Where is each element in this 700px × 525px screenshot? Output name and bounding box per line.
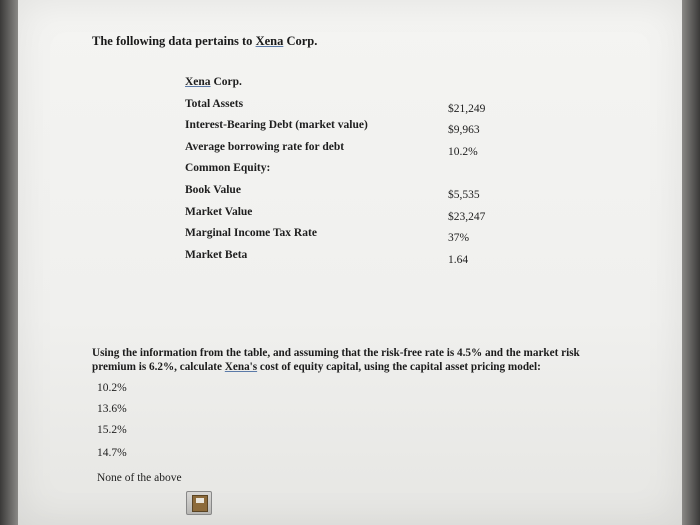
table-row — [185, 184, 505, 206]
table-title-company: Xena — [185, 76, 211, 88]
row-label: Total Assets — [185, 97, 244, 110]
table-title-row — [185, 76, 505, 98]
table-row — [185, 227, 505, 249]
table-row — [185, 141, 505, 163]
answer-option-1[interactable]: 10.2% — [97, 382, 127, 394]
table-title-suffix: Corp. — [210, 76, 242, 88]
answer-option-2[interactable]: 13.6% — [97, 403, 127, 415]
row-value: 10.2% — [448, 145, 478, 158]
row-value: $5,535 — [448, 188, 480, 201]
data-table — [185, 76, 505, 270]
row-value: 1.64 — [448, 253, 469, 266]
question-text — [92, 346, 592, 374]
intro-company: Xena — [255, 34, 284, 48]
row-value: $9,963 — [448, 124, 480, 137]
question-company: Xena's — [224, 361, 258, 373]
table-row — [185, 98, 505, 120]
table-title — [185, 76, 242, 88]
answer-option-4[interactable]: 14.7% — [97, 447, 127, 459]
question-part2: cost of equity capital, using the capital asset pricing model: — [257, 361, 541, 373]
answer-option-3[interactable]: 15.2% — [97, 424, 127, 436]
answer-options — [97, 382, 182, 493]
row-value: $21,249 — [448, 102, 486, 115]
row-value: 37% — [448, 232, 470, 245]
table-row — [185, 249, 505, 271]
intro-prefix: The following data pertains to — [92, 34, 256, 48]
row-label: Market Value — [185, 205, 253, 218]
table-row — [185, 162, 505, 184]
row-label: Common Equity: — [185, 162, 271, 175]
answer-option-5[interactable]: None of the above — [97, 472, 182, 484]
table-row — [185, 206, 505, 228]
save-icon-glyph — [192, 495, 208, 512]
row-label: Book Value — [185, 183, 241, 196]
row-label: Interest-Bearing Debt (market value) — [185, 119, 368, 132]
save-icon[interactable] — [186, 491, 212, 515]
row-value: $23,247 — [448, 210, 486, 223]
table-row — [185, 119, 505, 141]
question-part1: Using the information from the table, and assuming that the risk-free rate is 4.5% and the market risk premium is 6.2%, calculate — [92, 347, 580, 373]
row-label: Marginal Income Tax Rate — [185, 227, 317, 240]
row-label: Market Beta — [185, 248, 248, 261]
intro-suffix: Corp. — [283, 34, 318, 48]
left-shadow — [0, 0, 18, 525]
right-shadow — [682, 0, 700, 525]
row-label: Average borrowing rate for debt — [185, 140, 345, 153]
intro-text — [92, 34, 317, 49]
